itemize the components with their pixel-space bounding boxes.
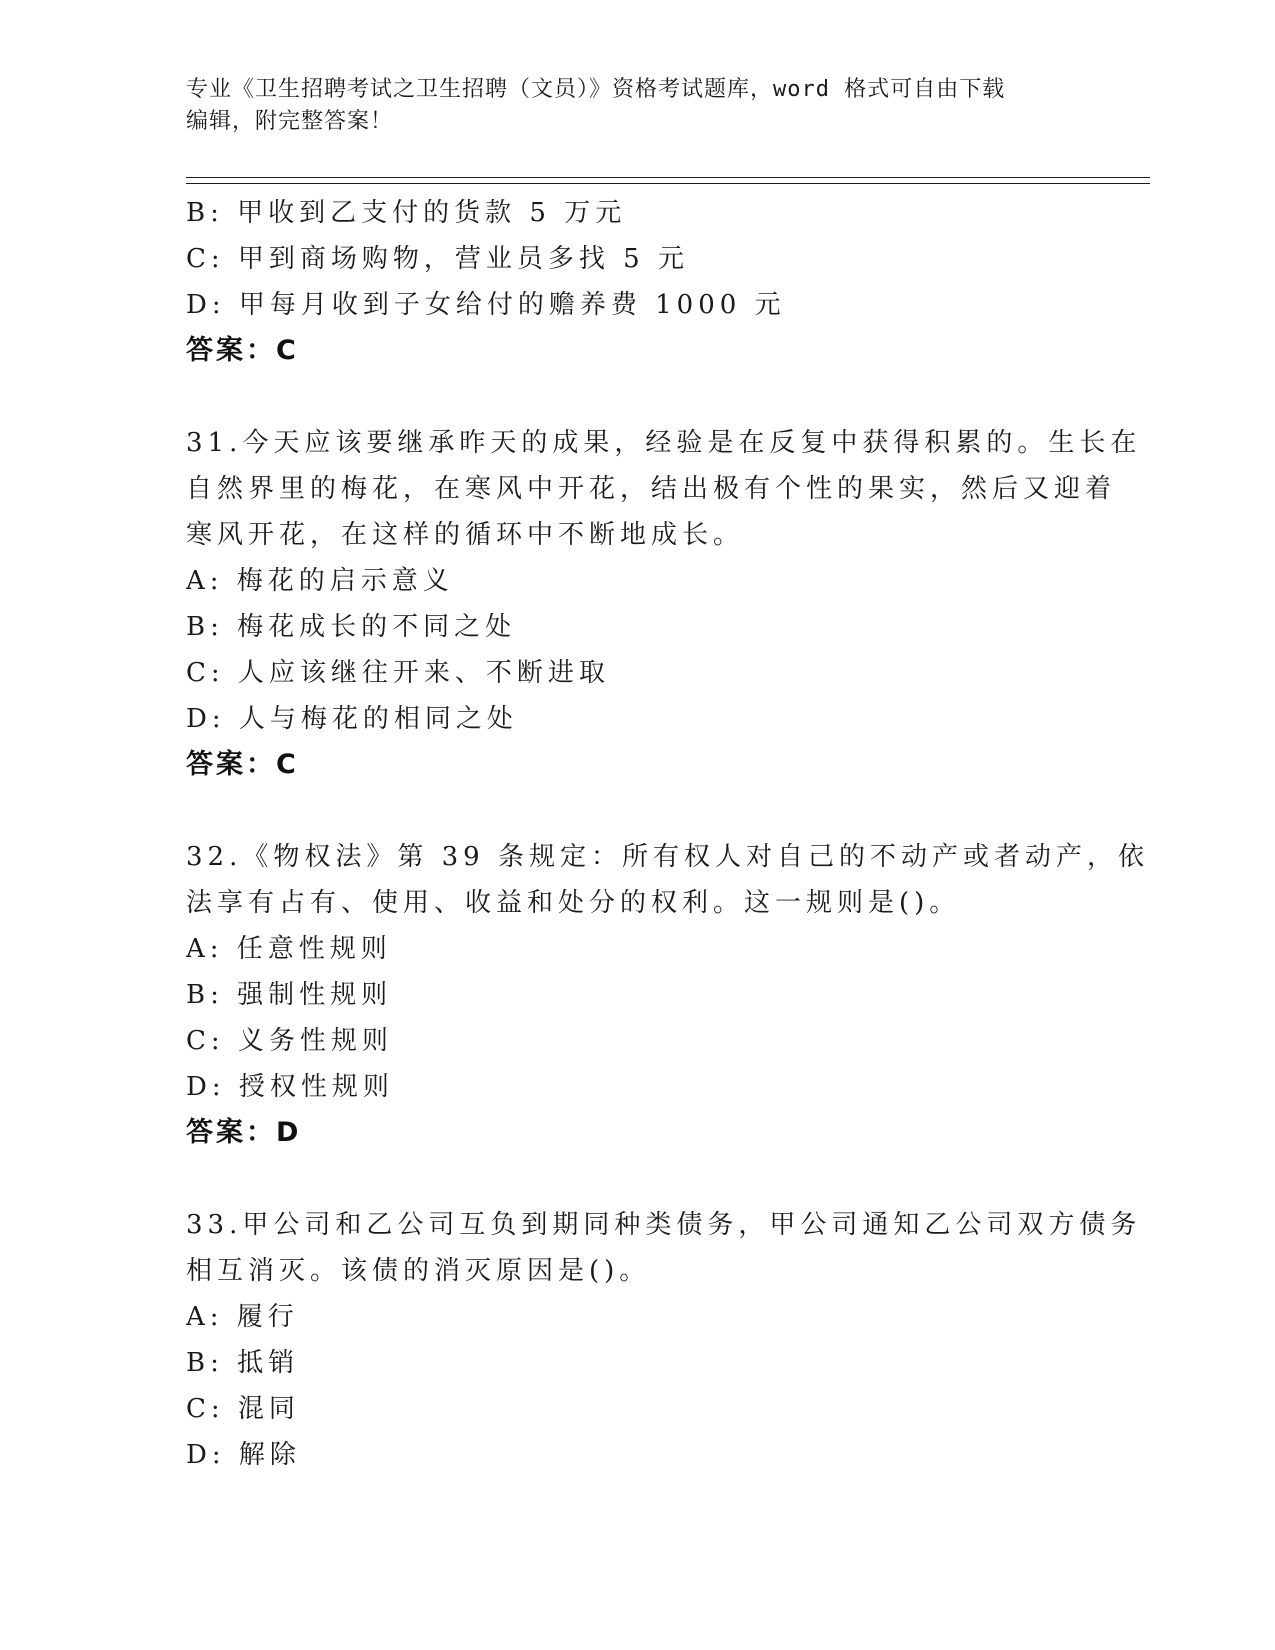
question-30-tail bbox=[186, 190, 1086, 374]
option-c: C: 甲到商场购物，营业员多找 5 元 bbox=[186, 244, 689, 274]
option-a: A: 任意性规则 bbox=[186, 934, 392, 964]
option-d: D: 人与梅花的相同之处 bbox=[186, 704, 518, 734]
option-c: C: 人应该继往开来、不断进取 bbox=[186, 658, 610, 688]
question-list bbox=[186, 190, 1149, 1478]
option-c: C: 混同 bbox=[186, 1394, 300, 1424]
question-31 bbox=[186, 420, 1142, 788]
question-stem-line: 31.今天应该要继承昨天的成果，经验是在反复中获得积累的。生长在 bbox=[186, 428, 1142, 458]
option-d: D: 解除 bbox=[186, 1440, 301, 1470]
option-b: B: 梅花成长的不同之处 bbox=[186, 612, 517, 642]
option-d: D: 授权性规则 bbox=[186, 1072, 394, 1102]
question-33 bbox=[186, 1202, 1142, 1478]
spacer bbox=[186, 374, 1086, 420]
header-line-2: 编辑，附完整答案！ bbox=[186, 109, 394, 134]
question-32 bbox=[186, 834, 1149, 1156]
answer-label: 答案：C bbox=[186, 749, 299, 780]
option-a: A: 梅花的启示意义 bbox=[186, 566, 454, 596]
spacer bbox=[186, 788, 1086, 834]
header-line-1: 专业《卫生招聘考试之卫生招聘（文员）》资格考试题库，word 格式可自由下载 bbox=[186, 77, 1006, 102]
header-divider-top bbox=[186, 177, 1150, 178]
question-stem-line: 法享有占有、使用、收益和处分的权利。这一规则是()。 bbox=[186, 888, 961, 918]
question-stem-line: 自然界里的梅花，在寒风中开花，结出极有个性的果实，然后又迎着 bbox=[186, 474, 1117, 504]
header-divider-bottom bbox=[186, 183, 1150, 184]
option-b: B: 甲收到乙支付的货款 5 万元 bbox=[186, 198, 627, 228]
option-c: C: 义务性规则 bbox=[186, 1026, 393, 1056]
option-b: B: 强制性规则 bbox=[186, 980, 393, 1010]
page-header bbox=[186, 74, 1086, 138]
question-stem-line: 33.甲公司和乙公司互负到期同种类债务，甲公司通知乙公司双方债务 bbox=[186, 1210, 1142, 1240]
option-a: A: 履行 bbox=[186, 1302, 299, 1332]
option-b: B: 抵销 bbox=[186, 1348, 300, 1378]
answer-label: 答案：C bbox=[186, 335, 299, 366]
question-stem-line: 寒风开花，在这样的循环中不断地成长。 bbox=[186, 520, 745, 550]
option-d: D: 甲每月收到子女给付的赡养费 1000 元 bbox=[186, 290, 786, 320]
spacer bbox=[186, 1156, 1086, 1202]
question-stem-line: 相互消灭。该债的消灭原因是()。 bbox=[186, 1256, 651, 1286]
answer-label: 答案：D bbox=[186, 1117, 302, 1148]
question-stem-line: 32.《物权法》第 39 条规定：所有权人对自己的不动产或者动产，依 bbox=[186, 842, 1149, 872]
